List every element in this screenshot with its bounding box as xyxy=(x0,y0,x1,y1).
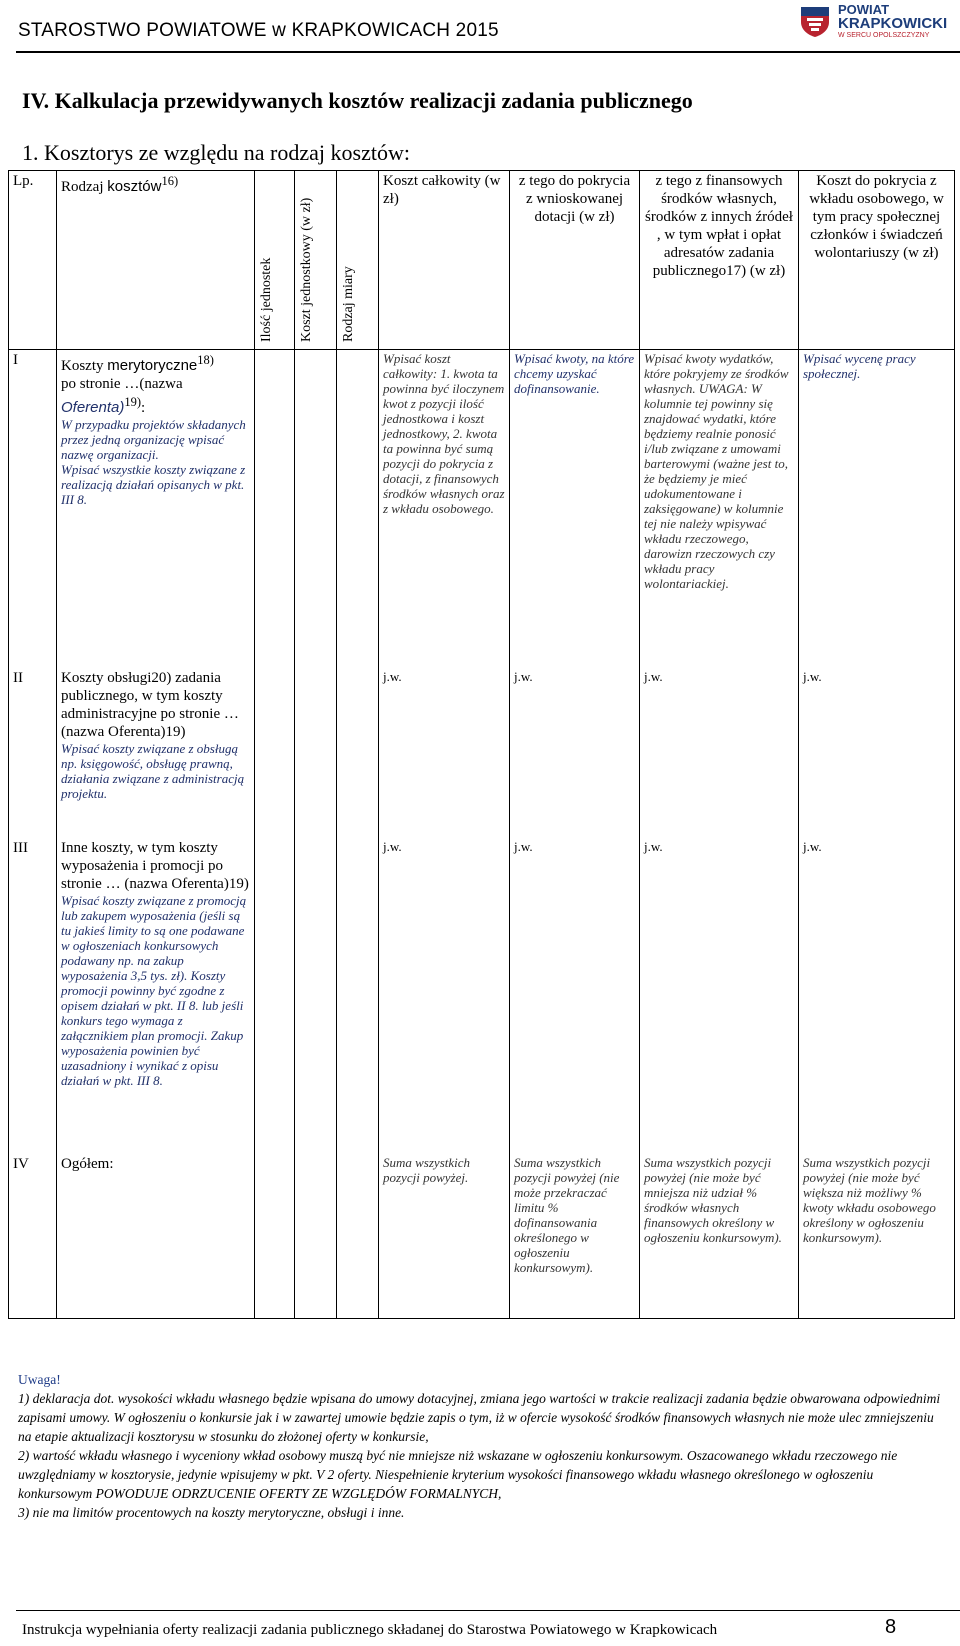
header-cost-type xyxy=(57,171,255,350)
row1-lp: I xyxy=(9,350,57,668)
logo-line-2: KRAPKOWICKI xyxy=(838,15,948,32)
header-own-funds: z tego z finansowych środków własnych, środków z innych źródeł , w tym wpłat i opłat adresatów zadania publicznego17) (w zł) xyxy=(640,171,799,350)
row4-total-cost: Suma wszystkich pozycji powyżej. xyxy=(379,1154,510,1319)
table-row xyxy=(9,1154,955,1319)
note-2: 2) wartość wkładu własnego i wyceniony wkład osobowy muszą być nie mniejsze niż wskazane w ogłoszeniu konkursowym. Oszacowanego wkładu rzeczowego nie uwzględniamy w kosztorysie, jedynie wpisujemy w pkt. V 2 oferty. Niespełnienie kryterium wysokości finansowego wkładu własnego określonego w ogłoszeniu konkursowym POWODUJE ODRZUCENIE OFERTY ZE WZGLĘDÓW FORMALNYCH, xyxy=(18,1448,898,1501)
header-lp: Lp. xyxy=(9,171,57,350)
row3-own-funds: j.w. xyxy=(640,838,799,1154)
row2-name: Koszty obsługi20) zadania publicznego, w tym koszty administracyjne po stronie …(nazwa Oferenta)19) xyxy=(61,669,239,740)
subsection-title: 1. Kosztorys ze względu na rodzaj kosztów: xyxy=(22,140,410,165)
row1-name-c: po stronie …(nazwa xyxy=(61,376,183,392)
header-unit-cost-label: Koszt jednostkowy (w zł) xyxy=(299,197,314,342)
row1-hint: W przypadku projektów składanych przez jedną organizację wpisać nazwę organizacji. xyxy=(61,417,246,462)
row1-name-d-sup: 19) xyxy=(124,395,142,409)
row4-grant: Suma wszystkich pozycji powyżej (nie może przekraczać limitu % dofinansowania określonego w ogłoszeniu konkursowym). xyxy=(510,1154,640,1319)
row1-name xyxy=(57,350,255,668)
section-title: IV. Kalkulacja przewidywanych kosztów realizacji zadania publicznego xyxy=(22,88,693,113)
logo-line-1: POWIAT xyxy=(838,2,890,17)
row1-personal-contribution: Wpisać wycenę pracy społecznej. xyxy=(799,350,955,668)
row3-lp: III xyxy=(9,838,57,1154)
header-divider xyxy=(16,51,960,53)
header-total-cost: Koszt całkowity (w zł) xyxy=(379,171,510,350)
header-grant: z tego do pokrycia z wnioskowanej dotacji (w zł) xyxy=(510,171,640,350)
notes xyxy=(18,1370,944,1522)
row2-total-cost: j.w. xyxy=(379,668,510,838)
header-title: STAROSTWO POWIATOWE w KRAPKOWICACH 2015 xyxy=(18,20,499,41)
row2-personal-contribution: j.w. xyxy=(799,668,955,838)
row3-grant: j.w. xyxy=(510,838,640,1154)
header-cost-type-a: Rodzaj xyxy=(61,179,108,195)
table-header-row xyxy=(9,171,955,350)
header-unit-cost xyxy=(295,171,337,350)
row3-hint: Wpisać koszty związane z promocją lub zakupem wyposażenia (jeśli są tu jakieś limity to są one podawane w ogłoszeniach konkursowych podawany np. na zakup wyposażenia 3,5 tys. zł). Koszty promocji powinny być zgodne z opisem działań w pkt. II 8. lub jeśli konkurs tego wymaga z załącznikiem plan promocji. Zakup wyposażenia powinien być uzasadniony i wynikać z opisu działań w pkt. III 8. xyxy=(61,892,247,1088)
header-unit-count xyxy=(255,171,295,350)
note-3: 3) nie ma limitów procentowych na koszty merytoryczne, obsługi i inne. xyxy=(18,1505,405,1520)
row1-own-funds: Wpisać kwoty wydatków, które pokryjemy ze środków własnych. UWAGA: W kolumnie tej powinny się znajdować wydatki, które będziemy realnie ponosić i/lub związane z umowami barterowymi (ważne jest to, że będziemy je mieć udokumentowane i zaksięgowane) w kolumnie tej nie należy wpisywać wkładu rzeczowego, darowizn rzeczowych czy wkładu pracy wolontariackiej. xyxy=(640,350,799,668)
row1-name-a: Koszty xyxy=(61,358,108,374)
logo-line-3: W SERCU OPOLSZCZYZNY xyxy=(838,32,930,39)
header-unit-count-label: Ilość jednostek xyxy=(259,257,274,342)
header-cost-type-sup: 16) xyxy=(161,174,179,188)
row1-hint-2: Wpisać wszystkie koszty związane z realizacją działań opisanych w pkt. III 8. xyxy=(61,462,246,507)
row2-hint: Wpisać koszty związane z obsługą np. księgowość, obsługę prawną, działania związane z administracją projektu. xyxy=(61,740,245,801)
row1-name-d-tail: : xyxy=(141,400,146,416)
table-row xyxy=(9,668,955,838)
row3-name-cell xyxy=(57,838,255,1154)
row4-name: Ogółem: xyxy=(57,1154,255,1319)
page-number: 8 xyxy=(885,1616,897,1638)
row3-name: Inne koszty, w tym koszty wyposażenia i promocji po stronie … (nazwa Oferenta)19) xyxy=(61,839,249,892)
header-personal-contribution: Koszt do pokrycia z wkładu osobowego, w tym pracy społecznej członków i świadczeń wolontariuszy (w zł) xyxy=(799,171,955,350)
footer-text: Instrukcja wypełniania oferty realizacji zadania publicznego składanej do Starostwa Powiatowego w Krapkowicach xyxy=(22,1622,718,1638)
row3-personal-contribution: j.w. xyxy=(799,838,955,1154)
row2-name-cell xyxy=(57,668,255,838)
row4-personal-contribution: Suma wszystkich pozycji powyżej (nie może być większa niż możliwy % kwoty wkładu osobowego określony w ogłoszeniu konkursowym). xyxy=(799,1154,955,1319)
row1-name-d: Oferenta) xyxy=(61,399,125,416)
footer-divider xyxy=(16,1610,960,1611)
table-row xyxy=(9,838,955,1154)
cost-estimate-table xyxy=(8,170,955,1319)
note-1: 1) deklaracja dot. wysokości wkładu własnego będzie wpisana do umowy dotacyjnej, zmiana jego wartości w trakcie realizacji zadania będzie obwarowana odpowiednimi zapisami umowy. W ogłoszeniu o konkursie jak i w zawartej umowie będzie zapis o tym, iż w ofercie wysokość środków finansowych własnych nie może ulec zmniejszeniu na etapie aktualizacji kosztorysu w stosunku do złożonej oferty w konkursie, xyxy=(18,1391,941,1444)
row1-grant: Wpisać kwoty, na które chcemy uzyskać dofinansowanie. xyxy=(510,350,640,668)
row1-name-b: merytoryczne xyxy=(107,357,198,374)
row1-total-cost: Wpisać koszt całkowity: 1. kwota ta powinna być iloczynem kwot z pozycji ilość jednostkowa i koszt jednostkowy, 2. kwota ta powinna być sumą pozycji do pokrycia z dotacji, z finansowych środków własnych oraz z wkładu osobowego. xyxy=(379,350,510,668)
table-row xyxy=(9,350,955,668)
row3-total-cost: j.w. xyxy=(379,838,510,1154)
county-logo xyxy=(798,2,958,44)
row2-grant: j.w. xyxy=(510,668,640,838)
row4-lp: IV xyxy=(9,1154,57,1319)
header-measure xyxy=(337,171,379,350)
row1-name-sup: 18) xyxy=(197,353,214,367)
row4-own-funds: Suma wszystkich pozycji powyżej (nie może być mniejsza niż udział % środków własnych finansowych określony w ogłoszeniu konkursowym). xyxy=(640,1154,799,1319)
header-cost-type-b: kosztów xyxy=(107,178,162,195)
row2-own-funds: j.w. xyxy=(640,668,799,838)
notes-heading: Uwaga! xyxy=(18,1372,61,1387)
coat-of-arms-icon xyxy=(798,4,832,38)
header-measure-label: Rodzaj miary xyxy=(341,266,356,342)
row2-lp: II xyxy=(9,668,57,838)
